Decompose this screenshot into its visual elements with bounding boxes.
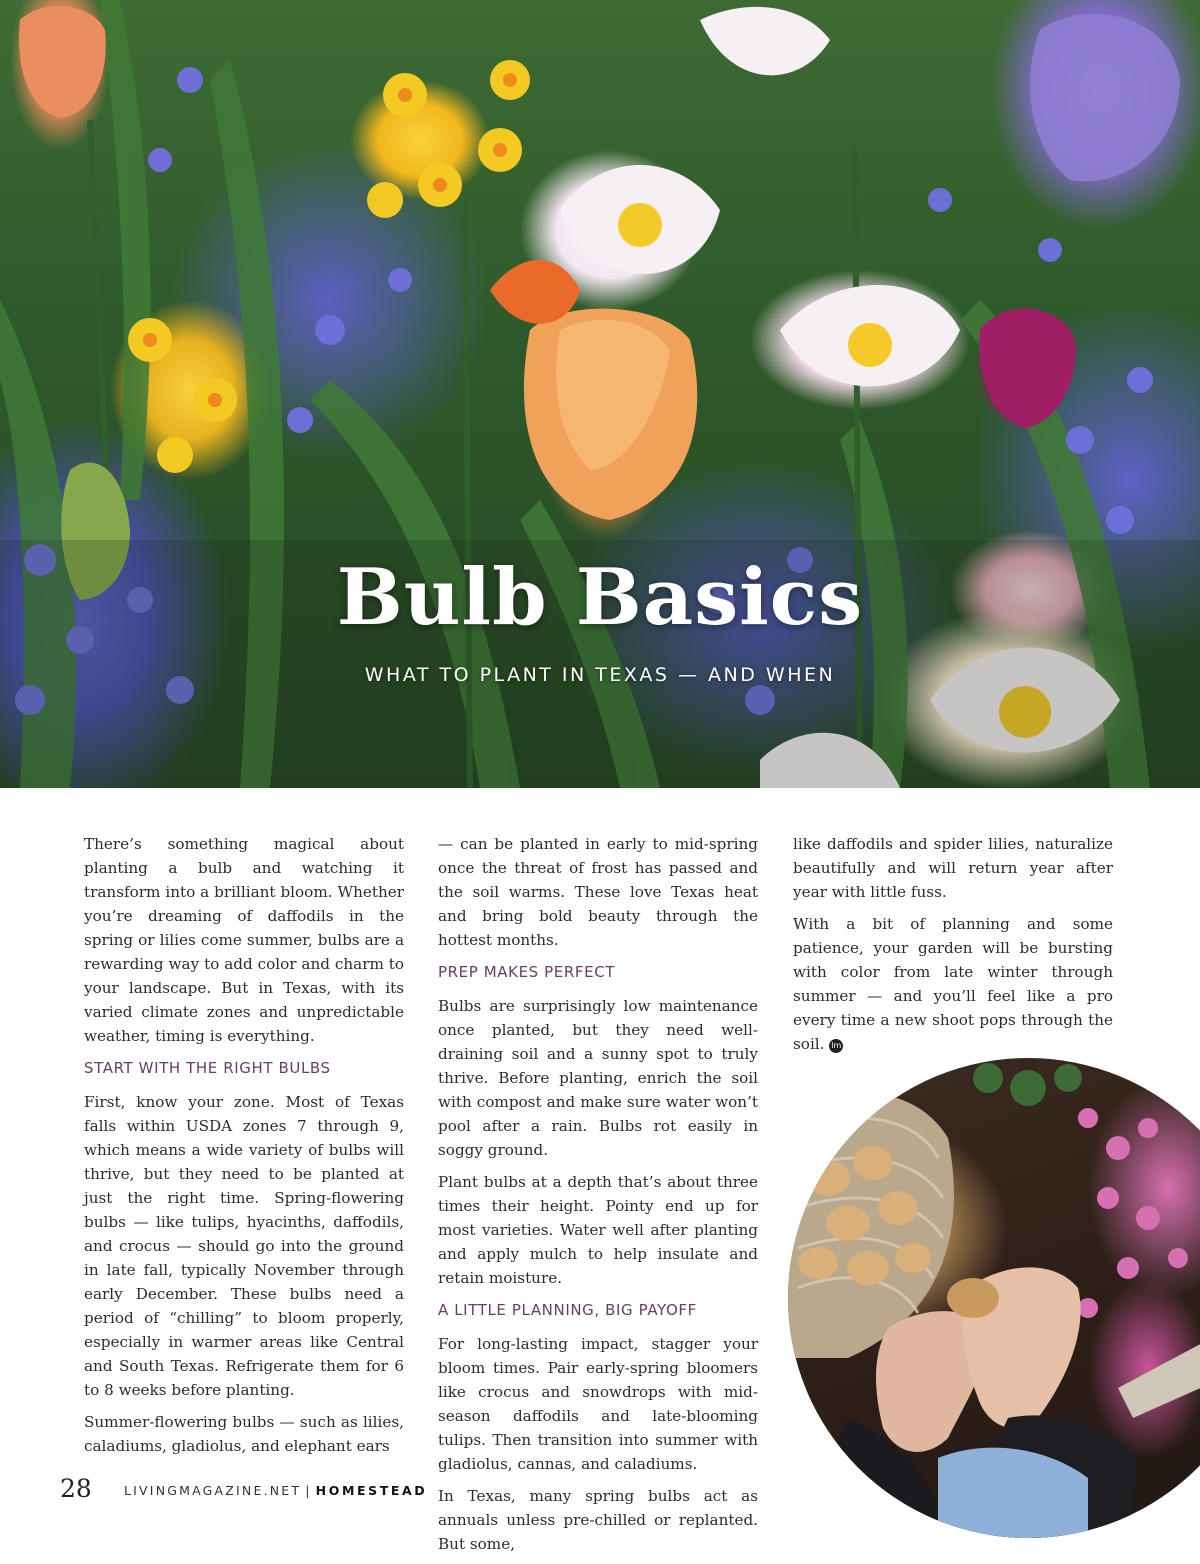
paragraph: For long-lasting impact, stagger your bloom times. Pair early-spring bloomers like crocus and snowdrops with mid-season daffodils and late-blooming tulips. Then transition into summer with gladiolus, cannas, and caladiums. (438, 1335, 758, 1473)
section-heading: PREP MAKES PERFECT (438, 963, 616, 981)
page-number: 28 (60, 1474, 92, 1503)
hands-bulbs-illustration (788, 1058, 1200, 1538)
article-column-2 (438, 832, 758, 1564)
section-heading: A LITTLE PLANNING, BIG PAYOFF (438, 1301, 697, 1319)
paragraph: Plant bulbs at a depth that’s about three times their height. Pointy end up for most varieties. Water well after planting and apply mulch to help insulate and retain moisture. (438, 1173, 758, 1287)
footer-folio (124, 1483, 427, 1498)
paragraph-text: With a bit of planning and some patience, your garden will be bursting with color from late winter through summer — and you’ll feel like a pro every time a new shoot pops through the soil. (793, 915, 1113, 1053)
paragraph: In Texas, many spring bulbs act as annuals unless pre-chilled or replanted. But some, (438, 1487, 758, 1553)
footer-section-name: HOMESTEAD (315, 1483, 428, 1498)
paragraph: like daffodils and spider lilies, naturalize beautifully and will return year after year with little fuss. (793, 835, 1113, 901)
footer-separator: | (305, 1483, 312, 1498)
paragraph: There’s something magical about planting a bulb and watching it transform into a brilliant bloom. Whether you’re dreaming of daffodils in the spring or lilies come summer, bulbs are a rewarding way to add color and charm to your landscape. But in Texas, with its varied climate zones and unpredictable weather, timing is everything. (84, 835, 404, 1045)
bulb-planting-photo (788, 1058, 1200, 1538)
article-column-3 (793, 832, 1113, 1064)
section-heading: START WITH THE RIGHT BULBS (84, 1059, 331, 1077)
article-column-1 (84, 832, 404, 1466)
paragraph (793, 912, 1113, 1056)
paragraph: Bulbs are surprisingly low maintenance once planted, but they need well-draining soil and a sunny spot to truly thrive. Before planting, enrich the soil with compost and make sure water won’t pool after a rain. Bulbs rot easily in soggy ground. (438, 997, 758, 1159)
paragraph: — can be planted in early to mid-spring once the threat of frost has passed and the soil warms. These love Texas heat and bring bold beauty through the hottest months. (438, 835, 758, 949)
footer-site-name: LIVINGMAGAZINE.NET (124, 1483, 302, 1498)
paragraph: Summer-flowering bulbs — such as lilies, caladiums, gladiolus, and elephant ears (84, 1413, 404, 1455)
end-mark-icon: lm (829, 1039, 843, 1053)
article-title: Bulb Basics (336, 552, 864, 643)
article-subtitle: WHAT TO PLANT IN TEXAS — AND WHEN (364, 664, 836, 686)
paragraph: First, know your zone. Most of Texas falls within USDA zones 7 through 9, which means a wide variety of bulbs will thrive, but they need to be planted at just the right time. Spring-flowering bulbs — like tulips, hyacinths, daffodils, and crocus — should go into the ground in late fall, typically November through early December. These bulbs need a period of “chilling” to bloom properly, especially in warmer areas like Central and South Texas. Refrigerate them for 6 to 8 weeks before planting. (84, 1093, 404, 1399)
